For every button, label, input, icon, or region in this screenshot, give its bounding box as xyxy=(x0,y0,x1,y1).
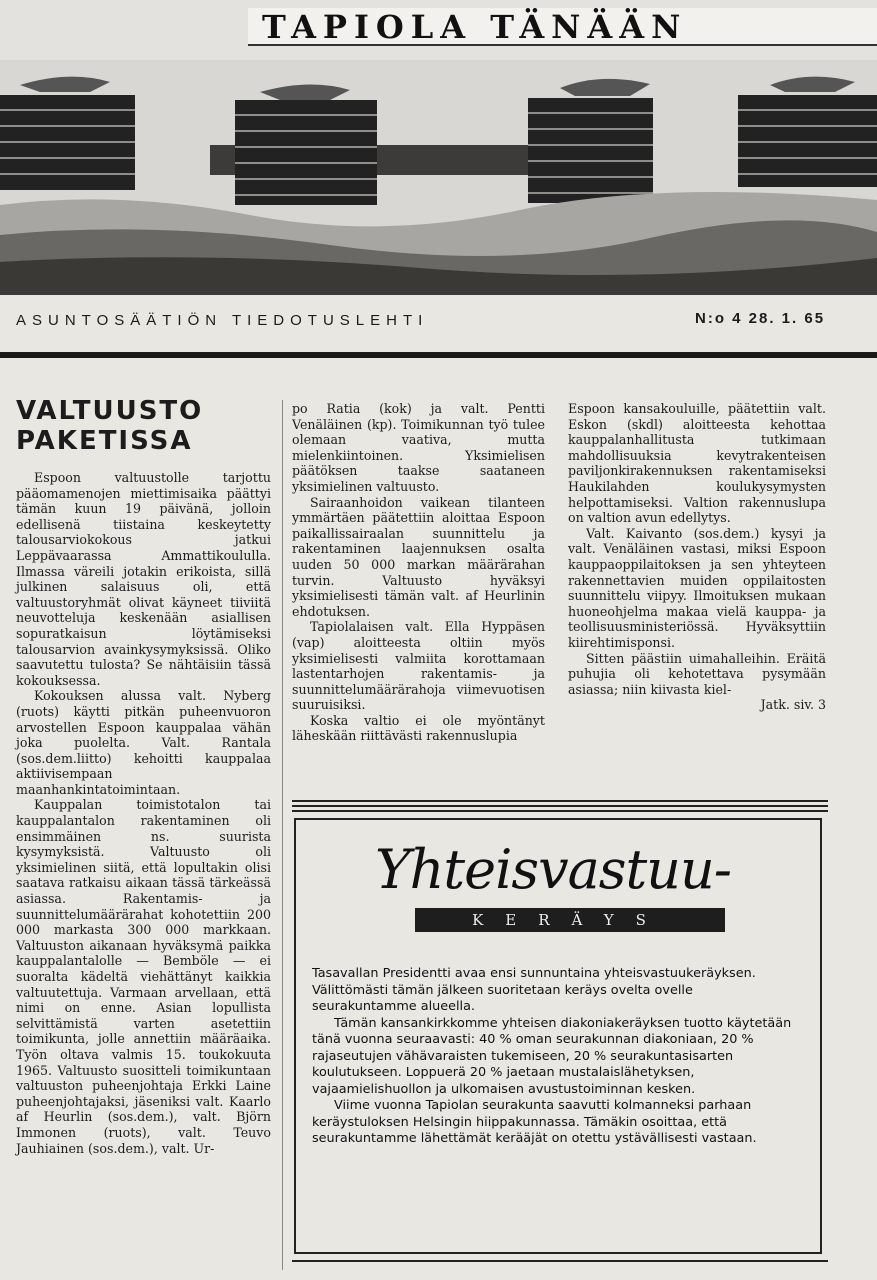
horizontal-rule xyxy=(0,352,877,358)
yhteisvastuu-logo xyxy=(375,838,745,953)
column-divider xyxy=(282,400,283,1270)
paragraph: po Ratia (kok) ja valt. Pentti Venäläinen (kp). Toimikunnan työ tulee olemaan vaativa, mutta mielenkiintoinen. Yksimielisen päätöksen taakse saataneen yksimielinen valtuusto. xyxy=(292,401,545,494)
article-column-1 xyxy=(16,470,271,1156)
masthead-title: TAPIOLA TÄNÄÄN xyxy=(262,8,688,46)
logo-wordmark: Yhteisvastuu- xyxy=(375,838,731,901)
logo-band: KERÄYS xyxy=(415,908,725,932)
article-column-2 xyxy=(292,401,545,744)
ad-paragraph: Tasavallan Presidentti avaa ensi sunnuntaina yhteisvastuukeräyksen. Välittömästi tämän jälkeen suoritetaan keräys ovelta ovelle seurakuntamme alueella. xyxy=(312,966,756,1014)
advertisement-top-rules xyxy=(292,800,828,815)
article-column-3 xyxy=(568,401,826,713)
advertisement-text xyxy=(312,966,798,1148)
paragraph: Koska valtio ei ole myöntänyt läheskään riittävästi rakennuslupia xyxy=(292,712,545,744)
paragraph: Kokouksen alussa valt. Nyberg (ruots) käytti pitkän puheenvuoron arvostellen Espoon kauppalaa vähän joka puolelta. Valt. Rantala (sos.dem.liitto) kehoitti kauppalaa aktiivisempaan maanhankintatoimintaan. xyxy=(16,688,271,797)
paragraph: Espoon valtuustolle tarjottu pääomamenojen miettimisaika päättyi tämän kuun 19 päivänä, jolloin edellisenä tiistaina keskeytetty talousarviokokous jatkui Leppävaarassa Ammattikoululla. Ilmassa väreili jotakin erikoista, sillä julkinen salaisuus oli, että valtuustoryhmät olivat käyneet tiiviitä neuvotteluja keskenään asiallisen sopuratkaisun löytämiseksi talousarvion avainkysymyksissä. Oliko saavutettu tulosta? Se nähtäisiin tässä kokouksessa. xyxy=(16,470,271,688)
paragraph: Valt. Kaivanto (sos.dem.) kysyi ja valt. Venäläinen vastasi, miksi Espoon kauppaoppilaitoksen ja sen yhteyteen rakennettavien muiden oppilaitosten suunnittelu viipyy. Ilmoituksen mukaan huoneohjelma makaa vielä kauppa- ja teollisuusministeriössä. Hyväksyttiin kiirehtimisponsi. xyxy=(568,525,826,650)
paragraph: Sairaanhoidon vaikean tilanteen ymmärtäen päätettiin aloittaa Espoon paikallissairaalan suunnittelu ja rakentaminen laajennuksen osalta uuden 50 000 markan määrärahan turvin. Valtuusto hyväksyi yksimielisesti tämän valt. af Heurlinin ehdotuksen. xyxy=(292,494,545,619)
publication-subtitle: ASUNTOSÄÄTIÖN TIEDOTUSLEHTI xyxy=(16,312,429,329)
paragraph: Sitten päästiin uimahalleihin. Eräitä puhujia oli kehotettava pysymään asiassa; niin kiivasta kiel- xyxy=(568,650,826,697)
article-headline xyxy=(16,396,203,456)
paragraph: Espoon kansakouluille, päätettiin valt. Eskon (skdl) aloitteesta kehottaa kauppalanhallitusta tutkimaan mahdollisuuksia kevytrakenteisen paviljonkirakennuksen rakentamiseksi Haukilahden koulukysymysten helpottamiseksi. Valtion rakennuslupa on valtion avun edellytys. xyxy=(568,401,826,526)
continued-on-page: Jatk. siv. 3 xyxy=(760,697,826,713)
paragraph: Tapiolalaisen valt. Ella Hyppäsen (vap) aloitteesta oltiin myös yksimielisesti valmiita korottamaan lastentarhojen rakentamis- ja suunnittelumäärärahoja viimevuotisen suuruisiksi. xyxy=(292,619,545,713)
advertisement-bottom-rule xyxy=(292,1260,828,1262)
headline-line-1: VALTUUSTO xyxy=(16,396,204,426)
paragraph: Kauppalan toimistotalon tai kauppalantalon rakentaminen oli ensimmäinen ns. suurista kysymyksistä. Valtuusto oli yksimielinen siitä, että lopultakin olisi saatava ratkaisu aikaan tässä tärkeässä asiassa. Rakentamis- ja suunnittelumäärärahat kohotettiin 200 000 markasta 300 000 markkaan. Valtuuston aikanaan hyväksymä paikka kauppalantalolle — Bemböle — ei suoralta kädeltä viehättänyt kaikkia valtuutettuja. Varmaan arvellaan, että nimi on enne. Asian lopullista selvittämistä varten asetettiin toimikunta, jolle annettiin määräaika. Työn oltava valmis 15. toukokuuta 1965. Valtuusto suositteli toimikuntaan valtuuston puheenjohtaja Erkki Laine puheenjohtajaksi, jäseniksi valt. Kaarlo af Heurlin (sos.dem.), valt. Björn Immonen (ruots), valt. Teuvo Jauhiainen (sos.dem.), valt. Ur- xyxy=(16,797,271,1156)
headline-line-2: PAKETISSA xyxy=(16,426,193,456)
ad-paragraph: Tämän kansankirkkomme yhteisen diakoniakeräyksen tuotto käytetään tänä vuonna seuraavasti: 40 % oman seurakunnan diakoniaan, 20 % rajaseutujen vähävaraisten tukemiseen, 20 % seurakuntasisarten koulutukseen. Loppuerä 20 % jaetaan mustalaislähetyksen, vajaamielishuollon ja ulkomaisen avustustoiminnan kesken. xyxy=(312,1015,792,1097)
ad-paragraph: Viime vuonna Tapiolan seurakunta saavutti kolmanneksi parhaan keräystuloksen Helsingin hiippakunnassa. Tämäkin osoittaa, että seurakuntamme lähettämät kerääjät on otettu ystävällisesti vastaan. xyxy=(312,1098,757,1146)
issue-number-date: N:o 4 28. 1. 65 xyxy=(695,310,826,327)
